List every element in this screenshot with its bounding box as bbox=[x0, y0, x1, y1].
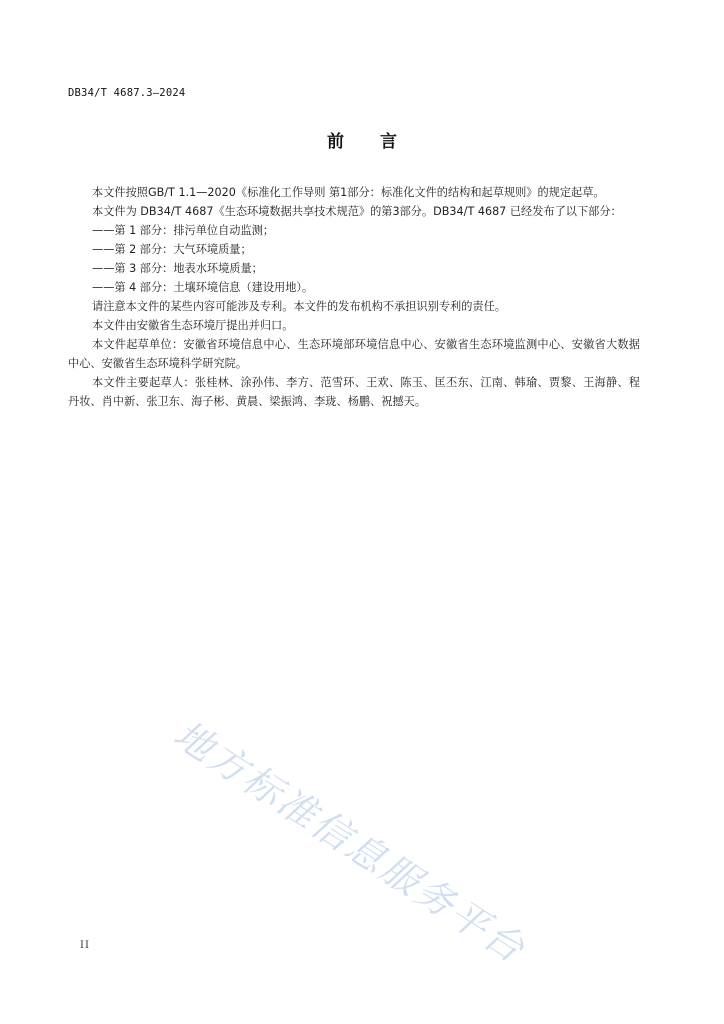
paragraph-drafters: 本文件主要起草人：张桂林、涂孙伟、李方、范雪环、王欢、陈玉、匡丕东、江南、韩瑜、贾黎、王海静、程丹妆、肖中新、张卫东、海子彬、黄晨、梁振鸿、李珑、杨鹏、祝撼天。 bbox=[68, 376, 640, 408]
preface-title-char-1: 前 bbox=[327, 132, 344, 152]
page-number: II bbox=[80, 940, 90, 951]
list-item-part-1: ——第 1 部分：排污单位自动监测； bbox=[92, 224, 275, 237]
paragraph-drafting-rules: 本文件按照GB/T 1.1—2020《标准化工作导则 第1部分：标准化文件的结构和起草规则》的规定起草。 bbox=[92, 186, 605, 199]
list-item-part-4: ——第 4 部分：土壤环境信息（建设用地）。 bbox=[92, 281, 314, 294]
paragraph-series-part: 本文件为 DB34/T 4687《生态环境数据共享技术规范》的第3部分。DB34/T 4687 已经发布了以下部分： bbox=[92, 205, 622, 218]
preface-title bbox=[0, 127, 724, 152]
document-number-header: DB34/T 4687.3—2024 bbox=[68, 87, 186, 99]
paragraph-drafting-units: 本文件起草单位：安徽省环境信息中心、生态环境部环境信息中心、安徽省生态环境监测中心、安徽省大数据中心、安徽省生态环境科学研究院。 bbox=[68, 338, 640, 370]
list-item-part-2: ——第 2 部分：大气环境质量； bbox=[92, 243, 252, 256]
list-item-part-3: ——第 3 部分：地表水环境质量； bbox=[92, 262, 263, 275]
preface-title-char-2: 言 bbox=[380, 132, 397, 152]
preface-body bbox=[68, 183, 640, 411]
paragraph-proposer: 本文件由安徽省生态环境厅提出并归口。 bbox=[92, 319, 294, 332]
paragraph-patent-notice: 请注意本文件的某些内容可能涉及专利。本文件的发布机构不承担识别专利的责任。 bbox=[92, 300, 506, 313]
watermark: 地方标准信息服务平台 bbox=[166, 711, 534, 973]
